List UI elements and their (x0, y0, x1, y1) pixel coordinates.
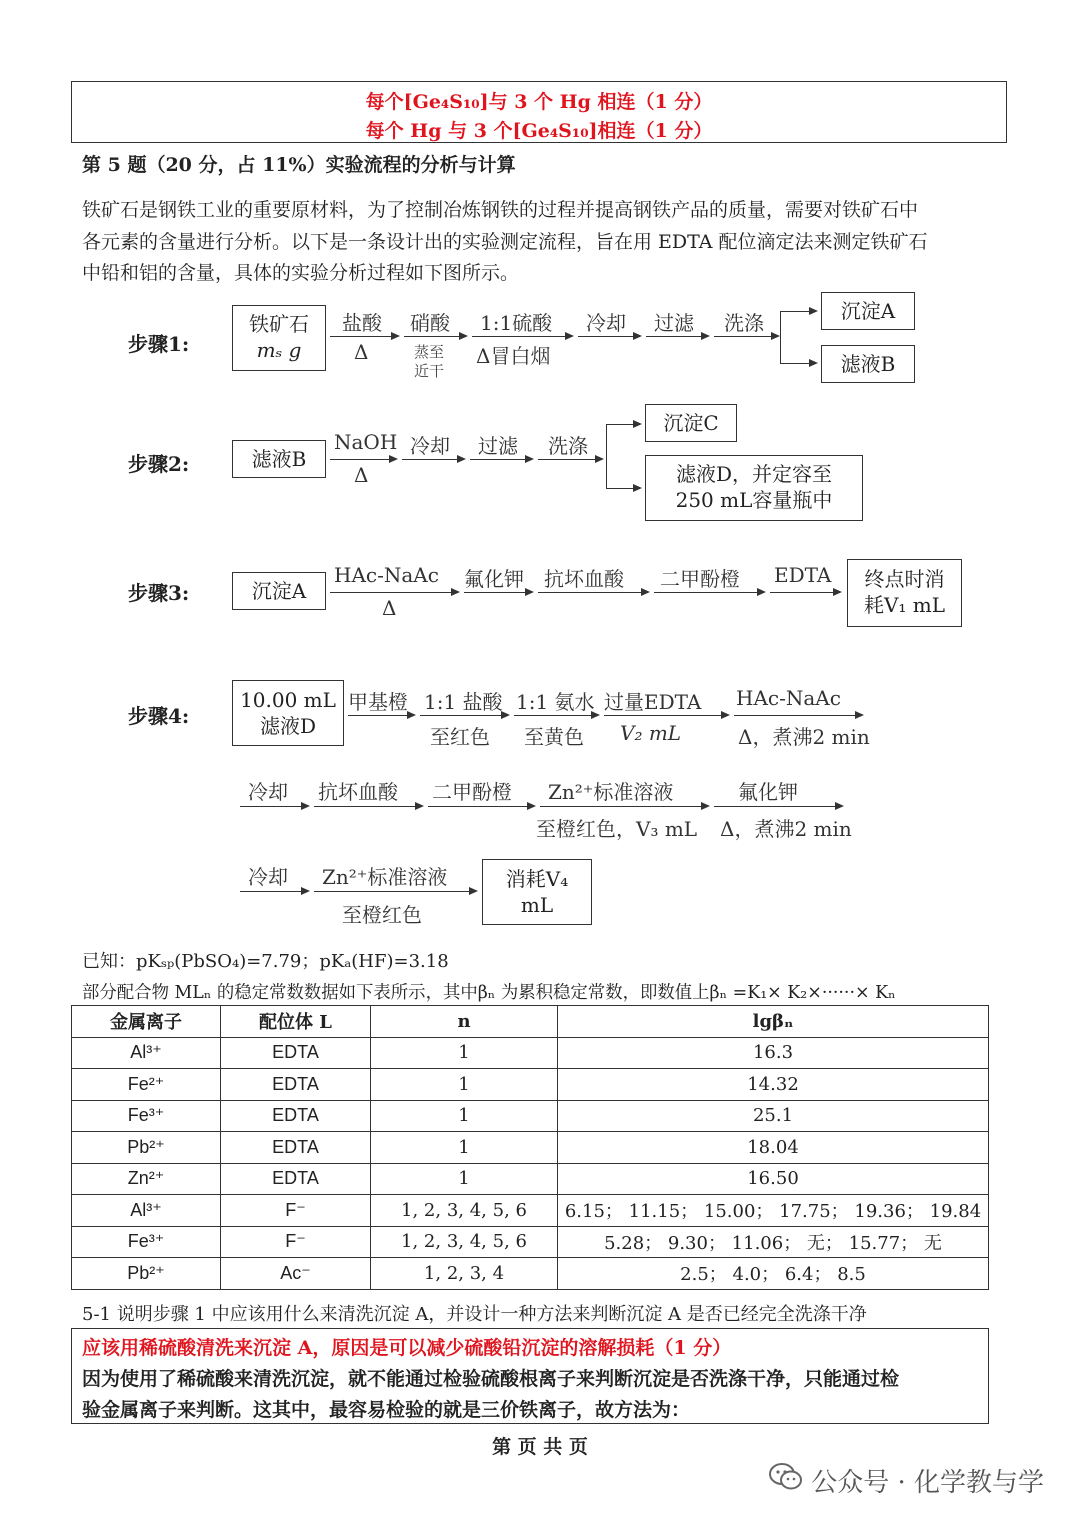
step4-row1-reagent-2: 1:1 盐酸 (424, 690, 503, 714)
step4-row2-below-2: Δ，煮沸2 min (720, 817, 852, 841)
step4-row2-arrow-3 (428, 806, 534, 807)
step3-arrow-1 (330, 592, 458, 593)
table-cell: Pb²⁺ (72, 1258, 221, 1290)
step4-row2-reagent-4: Zn²⁺标准溶液 (548, 780, 674, 804)
wechat-icon (769, 1463, 803, 1498)
table-cell: 5.28； 9.30； 11.06； 无； 15.77； 无 (558, 1226, 989, 1258)
step4-row3-arrow-1 (240, 891, 308, 892)
step3-label: 步骤3: (128, 581, 190, 605)
table-cell: 1, 2, 3, 4 (371, 1258, 558, 1290)
answer-line-3: 验金属离子来判断。这其中，最容易检验的就是三价铁离子，故方法为： (82, 1399, 691, 1421)
table-cell: EDTA (221, 1037, 371, 1069)
step1-start-line2: mₛ g (256, 338, 302, 362)
step1-arrow-3 (472, 336, 572, 337)
step2-reagent-1: NaOH (334, 430, 398, 454)
table-cell: F⁻ (221, 1226, 371, 1258)
table-cell: EDTA (221, 1100, 371, 1132)
step4-end-line2: mL (520, 893, 554, 917)
table-cell: 6.15； 11.15； 15.00； 17.75； 19.36； 19.84 (558, 1195, 989, 1227)
step1-label: 步骤1: (128, 332, 190, 356)
watermark (769, 1462, 1044, 1499)
step4-row1-below-2: 至黄色 (524, 725, 584, 749)
step3-end-line2: 耗V₁ mL (863, 593, 946, 617)
known-line-1: 已知：pKₛₚ(PbSO₄)=7.79；pKₐ(HF)=3.18 (82, 951, 449, 972)
step1-branch-arrow-top (780, 311, 816, 312)
header-line-2: 每个 Hg 与 3 个[Ge₄S₁₀]相连（1 分） (365, 120, 713, 142)
step3-start-node: 沉淀A (232, 572, 326, 610)
table-cell: 2.5； 4.0； 6.4； 8.5 (558, 1258, 989, 1290)
question-5-1: 5-1 说明步骤 1 中应该用什么来清洗沉淀 A，并设计一种方法来判断沉淀 A 是否已经完全洗涤干净 (82, 1304, 867, 1325)
table-cell: 1 (371, 1132, 558, 1164)
intro-line-3: 中铅和铝的含量，具体的实验分析过程如下图所示。 (82, 262, 520, 284)
step4-label: 步骤4: (128, 704, 190, 728)
table-cell: EDTA (221, 1069, 371, 1101)
step1-branch-arrow-bottom (780, 363, 816, 364)
step2-label: 步骤2: (128, 452, 190, 476)
step4-row1-reagent-1: 甲基橙 (348, 690, 408, 714)
step1-reagent-3: 1:1硫酸 (480, 311, 553, 335)
step1-out-filtrate-b: 滤液B (821, 345, 915, 383)
step2-out2-line1: 滤液D，并定容至 (675, 462, 833, 486)
step2-arrow-3 (470, 459, 532, 460)
step4-row1-arrow-2 (420, 715, 508, 716)
step3-reagent-3: 抗坏血酸 (544, 567, 624, 591)
step4-row2-arrow-1 (240, 806, 308, 807)
step4-row1-arrow-1 (348, 715, 414, 716)
table-header-cell: 金属离子 (72, 1006, 221, 1038)
table-cell: 18.04 (558, 1132, 989, 1164)
page-number: 第 页 共 页 (492, 1436, 588, 1458)
step3-end-node (847, 559, 962, 627)
step1-out-precipitate-a: 沉淀A (821, 292, 915, 330)
step4-row2-arrow-4 (540, 806, 708, 807)
step3-reagent-1: HAc-NaAc (334, 563, 439, 587)
table-row (72, 1132, 989, 1164)
step3-arrow-4 (654, 592, 764, 593)
step1-reagent-2: 硝酸 (410, 311, 450, 335)
step1-arrow-2 (404, 336, 466, 337)
intro-line-1: 铁矿石是钢铁工业的重要原材料，为了控制冶炼钢铁的过程并提高钢铁产品的质量，需要对铁矿石中 (82, 199, 919, 221)
step4-row1-reagent-3: 1:1 氨水 (516, 690, 595, 714)
step1-start-node (232, 305, 326, 371)
table-cell: 1 (371, 1069, 558, 1101)
table-cell: Ac⁻ (221, 1258, 371, 1290)
step4-start-line2: 滤液D (259, 714, 317, 738)
answer-box (71, 1328, 989, 1424)
step1-arrow-1 (330, 336, 398, 337)
step2-arrow-1 (330, 459, 396, 460)
question-title: 第 5 题（20 分，占 11%）实验流程的分析与计算 (82, 154, 516, 176)
table-cell: Al³⁺ (72, 1195, 221, 1227)
table-cell: EDTA (221, 1132, 371, 1164)
table-header-row (72, 1006, 989, 1038)
table-cell: Fe³⁺ (72, 1226, 221, 1258)
table-cell: Fe²⁺ (72, 1069, 221, 1101)
step2-start-node: 滤液B (232, 440, 326, 478)
table-cell: Pb²⁺ (72, 1132, 221, 1164)
table-header-cell: 配位体 L (221, 1006, 371, 1038)
step2-below-delta: Δ (354, 463, 369, 487)
step1-reagent-5: 过滤 (654, 311, 694, 335)
table-row (72, 1258, 989, 1290)
step4-row2-reagent-5: 氟化钾 (738, 780, 798, 804)
step2-branch-arrow-bottom (606, 488, 640, 489)
table-cell: Zn²⁺ (72, 1163, 221, 1195)
step2-arrow-2 (402, 459, 464, 460)
step4-row1-reagent-5: HAc-NaAc (736, 686, 841, 710)
step1-reagent-4: 冷却 (586, 311, 626, 335)
step1-below-2b: 近干 (414, 362, 445, 380)
step2-reagent-2: 冷却 (410, 434, 450, 458)
step1-reagent-6: 洗涤 (724, 311, 764, 335)
step4-row1-arrow-5 (734, 715, 862, 716)
answer-line-1: 应该用稀硫酸清洗来沉淀 A，原因是可以减少硫酸铅沉淀的溶解损耗（1 分） (82, 1337, 732, 1359)
step4-row1-below-4: Δ，煮沸2 min (738, 725, 870, 749)
intro-paragraph (82, 195, 1002, 290)
header-answer-box (71, 81, 1007, 143)
step1-below-delta: Δ (354, 340, 369, 364)
step2-arrow-4 (538, 459, 602, 460)
step3-reagent-2: 氟化钾 (464, 567, 524, 591)
table-cell: EDTA (221, 1163, 371, 1195)
step4-row3-arrow-2 (314, 891, 476, 892)
step4-row3-reagent-2: Zn²⁺标准溶液 (322, 865, 448, 889)
known-line-2: 部分配合物 MLₙ 的稳定常数数据如下表所示，其中βₙ 为累积稳定常数，即数值上βₙ =K₁× K₂×······× Kₙ (82, 983, 896, 1003)
step3-arrow-3 (538, 592, 648, 593)
table-cell: Al³⁺ (72, 1037, 221, 1069)
step1-arrow-4 (578, 336, 640, 337)
step4-row2-arrow-2 (314, 806, 422, 807)
step4-row2-below-1: 至橙红色，V₃ mL (536, 817, 698, 841)
step4-start-node (232, 680, 344, 746)
step4-row2-reagent-2: 抗坏血酸 (318, 780, 398, 804)
stability-constants-table (71, 1005, 989, 1290)
table-cell: 1, 2, 3, 4, 5, 6 (371, 1195, 558, 1227)
table-header-cell: n (371, 1006, 558, 1038)
step3-reagent-4: 二甲酚橙 (660, 567, 740, 591)
table-row (72, 1037, 989, 1069)
table-cell: 16.3 (558, 1037, 989, 1069)
table-row (72, 1163, 989, 1195)
table-cell: 1 (371, 1163, 558, 1195)
watermark-text: 公众号 · 化学教与学 (811, 1468, 1044, 1498)
step4-row1-reagent-4: 过量EDTA (604, 690, 702, 714)
table-row (72, 1195, 989, 1227)
step4-row2-reagent-1: 冷却 (248, 780, 288, 804)
table-header-cell: lgβₙ (558, 1006, 989, 1038)
step3-reagent-5: EDTA (774, 563, 832, 587)
intro-line-2: 各元素的含量进行分析。以下是一条设计出的实验测定流程，旨在用 EDTA 配位滴定法来测定铁矿石 (82, 230, 928, 253)
step1-below-3: Δ冒白烟 (476, 344, 551, 368)
header-line-1: 每个[Ge₄S₁₀]与 3 个 Hg 相连（1 分） (365, 91, 713, 113)
table-cell: F⁻ (221, 1195, 371, 1227)
step2-reagent-4: 洗涤 (548, 434, 588, 458)
step1-reagent-1: 盐酸 (342, 311, 382, 335)
table-cell: 16.50 (558, 1163, 989, 1195)
table-cell: 1 (371, 1037, 558, 1069)
step4-end-line1: 消耗V₄ (505, 867, 569, 891)
step2-out2-line2: 250 mL容量瓶中 (675, 488, 833, 512)
step2-branch-arrow-top (606, 424, 640, 425)
step1-arrow-6 (714, 336, 778, 337)
table-cell: 14.32 (558, 1069, 989, 1101)
step4-row1-arrow-4 (604, 715, 728, 716)
step4-row2-reagent-3: 二甲酚橙 (432, 780, 512, 804)
table-cell: 1 (371, 1100, 558, 1132)
table-row (72, 1069, 989, 1101)
step4-row2-arrow-5 (714, 806, 842, 807)
step4-row1-below-3: V₂ mL (620, 721, 682, 745)
step3-end-line1: 终点时消 (864, 567, 945, 591)
table-cell: Fe³⁺ (72, 1100, 221, 1132)
table-cell: 25.1 (558, 1100, 989, 1132)
step4-row3-below-1: 至橙红色 (342, 903, 422, 927)
step3-arrow-5 (770, 592, 840, 593)
step1-arrow-5 (646, 336, 708, 337)
table-row (72, 1226, 989, 1258)
step2-out-filtrate-d (645, 455, 863, 521)
step4-end-node (482, 859, 592, 925)
step4-row1-arrow-3 (514, 715, 598, 716)
step2-branch-line (606, 424, 607, 488)
step2-reagent-3: 过滤 (478, 434, 518, 458)
step4-start-line1: 10.00 mL (240, 688, 336, 712)
step1-branch-line (780, 311, 781, 363)
step3-arrow-2 (464, 592, 532, 593)
step4-row3-reagent-1: 冷却 (248, 865, 288, 889)
table-cell: 1, 2, 3, 4, 5, 6 (371, 1226, 558, 1258)
step4-row1-below-1: 至红色 (430, 725, 490, 749)
step2-out-precipitate-c: 沉淀C (645, 404, 737, 442)
step1-start-line1: 铁矿石 (249, 312, 309, 336)
step3-below-delta: Δ (382, 596, 397, 620)
step1-below-2a: 蒸至 (414, 343, 445, 361)
answer-line-2: 因为使用了稀硫酸来清洗沉淀，就不能通过检验硫酸根离子来判断沉淀是否洗涤干净，只能通过检 (82, 1368, 900, 1390)
table-row (72, 1100, 989, 1132)
